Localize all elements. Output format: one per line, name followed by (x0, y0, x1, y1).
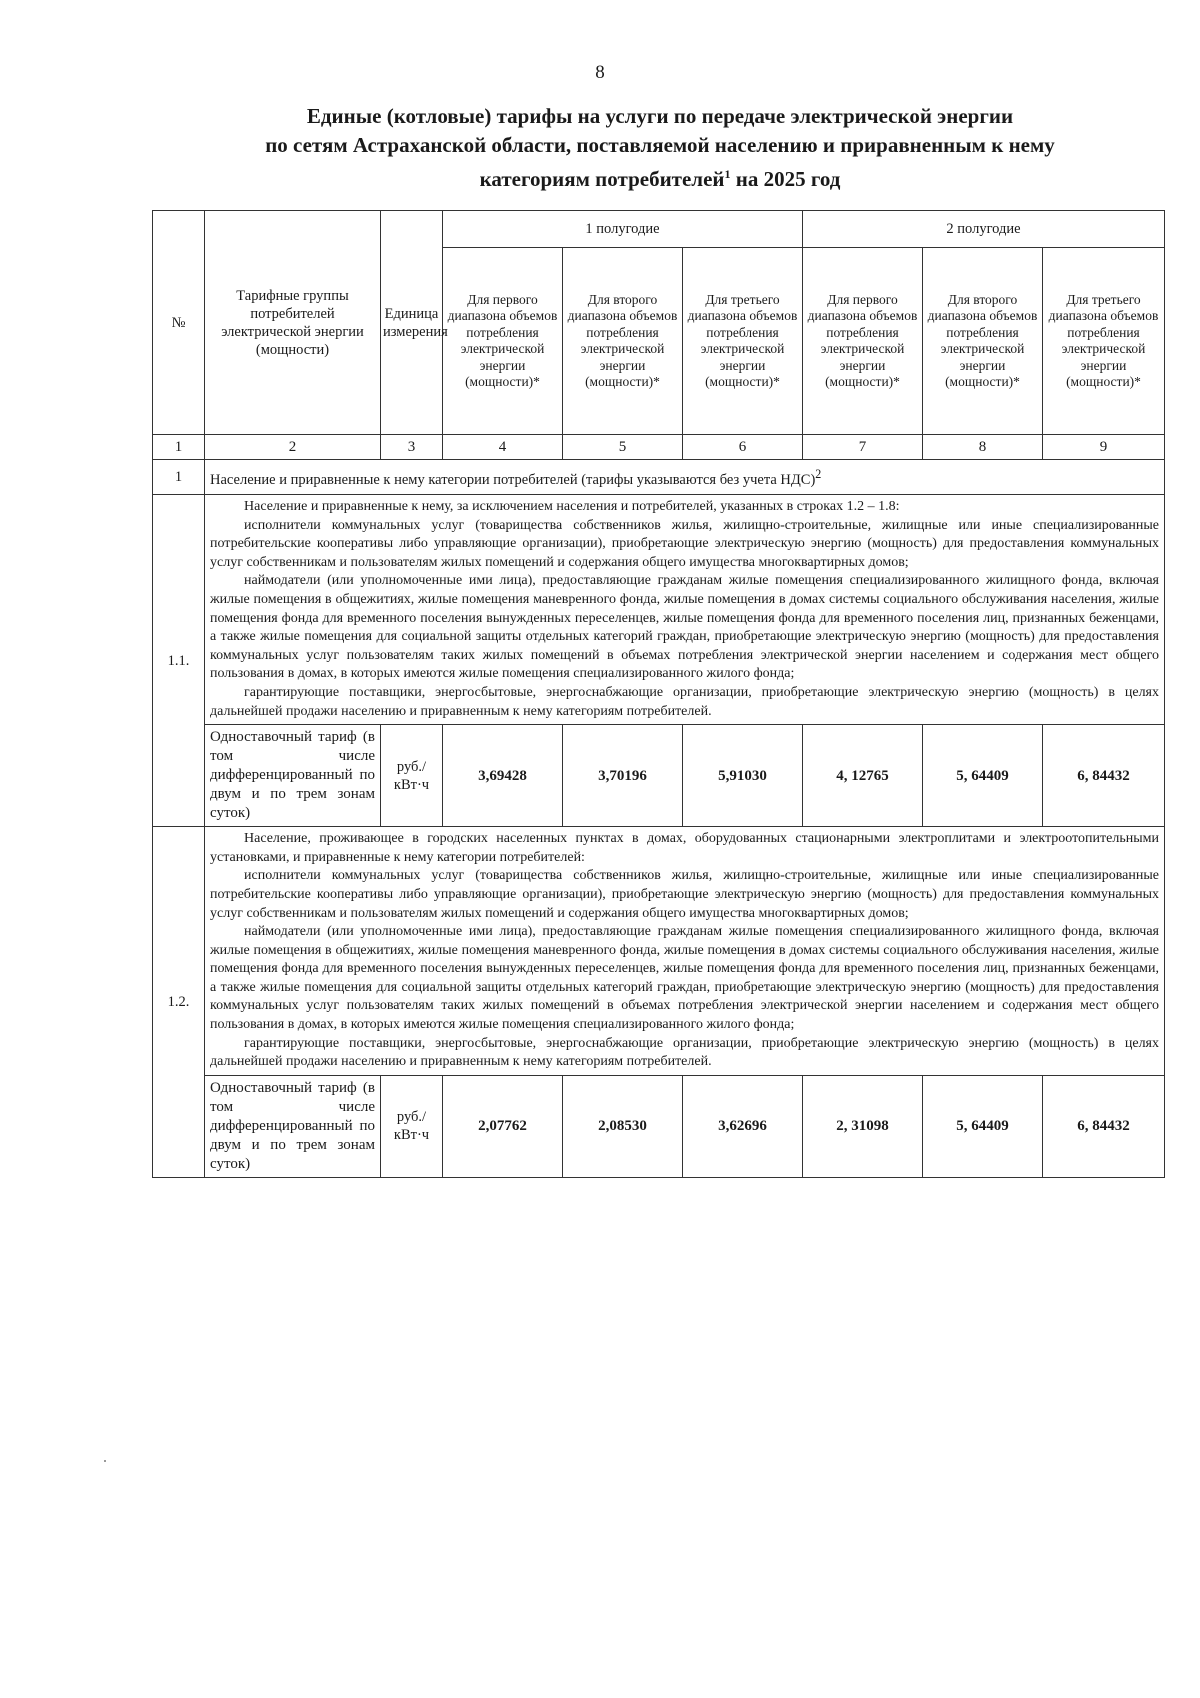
row-1-1-paragraph: наймодатели (или уполномоченные ими лица), предоставляющие гражданам жилые помещения специализированного жилищного фонда, включая жилые помещения в общежитиях, жилые помещения маневренного фонда, жилые помещения в домах системы социального обслуживания населения, жилые помещения фонда для временного поселения вынужденных переселенцев, жилые помещения фонда для временного поселения лиц, признанных беженцами, а также жилые помещения для социальной защиты отдельных категорий граждан, приобретающие электрическую энергию (мощность) для предоставления коммунальных услуг пользователям таких жилых помещений в объемах потребления электрической энергии населением и содержания мест общего пользования в домах, в которых имеются жилые помещения специализированного жилого фонда; (210, 573, 1159, 682)
row-1-2-paragraph: гарантирующие поставщики, энергосбытовые, энергоснабжающие организации, приобретающие электрическую энергию (мощность) в целях дальнейшей продажи населению и приравненным к нему категориям потребителей. (210, 1035, 1159, 1070)
title-line-1: Единые (котловые) тарифы на услуги по передаче электрической энергии (306, 104, 1014, 128)
row-1-2-value-h2-r1: 2, 31098 (803, 1075, 923, 1177)
row-1-2-tariff-name: Одноставочный тариф (в том числе дифференцированный по двум и по трем зонам суток) (205, 1075, 381, 1177)
footnote-ref-2: 2 (815, 467, 822, 482)
row-1-2-value-h2-r2: 5, 64409 (923, 1075, 1043, 1177)
header-h1-range-1: Для первого диапазона объемов потребления электрической энергии (мощности)* (443, 248, 563, 435)
row-1-1-paragraph: исполнители коммунальных услуг (товарищества собственников жилья, жилищно-строительные, жилищные или иные специализированные потребительские кооперативы либо управляющие организации), приобретающие электрическую энергию (мощность) для предоставления коммунальных услуг собственникам и пользователям жилых помещений и содержания общего имущества многоквартирных домов; (210, 517, 1159, 570)
section-1-title (205, 460, 1165, 495)
document-title (180, 102, 1140, 194)
title-line-2: по сетям Астраханской области, поставляемой населению и приравненным к нему (265, 133, 1055, 157)
col-number-7: 7 (803, 435, 923, 460)
header-h1-range-3: Для третьего диапазона объемов потребления электрической энергии (мощности)* (683, 248, 803, 435)
title-line-3-year: на 2025 год (730, 167, 841, 191)
header-row-halves (153, 211, 1165, 248)
row-1-1-paragraph: Население и приравненные к нему, за исключением населения и потребителей, указанных в строках 1.2 – 1.8: (244, 499, 900, 514)
row-1-1-tariff (153, 725, 1165, 827)
header-h2-range-3: Для третьего диапазона объемов потребления электрической энергии (мощности)* (1043, 248, 1165, 435)
col-number-9: 9 (1043, 435, 1165, 460)
row-1-1-description (153, 495, 1165, 725)
row-1-2-unit: руб./ кВт·ч (381, 1075, 443, 1177)
title-line-3 (180, 160, 1140, 194)
row-1-1-value-h2-r3: 6, 84432 (1043, 725, 1165, 827)
row-1-2-no: 1.2. (153, 827, 205, 1178)
row-1-1-unit: руб./ кВт·ч (381, 725, 443, 827)
row-1-1-no: 1.1. (153, 495, 205, 827)
header-half-1: 1 полугодие (443, 211, 803, 248)
row-1-1-value-h1-r2: 3,70196 (563, 725, 683, 827)
row-1-1-paragraph: гарантирующие поставщики, энергосбытовые, энергоснабжающие организации, приобретающие электрическую энергию (мощность) в целях дальнейшей продажи населению и приравненным к нему категориям потребителей. (210, 684, 1159, 719)
col-number-2: 2 (205, 435, 381, 460)
section-1-text: Население и приравненные к нему категории потребителей (тарифы указываются без учета НДС) (210, 471, 816, 488)
col-number-4: 4 (443, 435, 563, 460)
col-number-6: 6 (683, 435, 803, 460)
row-1-2-value-h1-r1: 2,07762 (443, 1075, 563, 1177)
row-1-1-tariff-name: Одноставочный тариф (в том числе дифференцированный по двум и по трем зонам суток) (205, 725, 381, 827)
header-h2-range-2: Для второго диапазона объемов потребления электрической энергии (мощности)* (923, 248, 1043, 435)
row-1-2-value-h1-r2: 2,08530 (563, 1075, 683, 1177)
page-number: 8 (595, 62, 605, 83)
header-no: № (153, 211, 205, 435)
row-1-2-description (153, 827, 1165, 1076)
row-1-1-text (205, 495, 1165, 725)
row-1-2-paragraph: наймодатели (или уполномоченные ими лица), предоставляющие гражданам жилые помещения специализированного жилищного фонда, включая жилые помещения в общежитиях, жилые помещения маневренного фонда, жилые помещения в домах системы социального обслуживания населения, жилые помещения фонда для временного поселения вынужденных переселенцев, жилые помещения фонда для временного поселения лиц, признанных беженцами, а также жилые помещения для социальной защиты отдельных категорий граждан, приобретающие электрическую энергию (мощность) для предоставления коммунальных услуг пользователям таких жилых помещений в объемах потребления электрической энергии населением и содержания мест общего пользования в домах, в которых имеются жилые помещения специализированного жилого фонда; (210, 924, 1159, 1033)
section-1-row (153, 460, 1165, 495)
header-unit: Единица измерения (381, 211, 443, 435)
col-number-1: 1 (153, 435, 205, 460)
header-half-2: 2 полугодие (803, 211, 1165, 248)
header-tariff-group: Тарифные группы потребителей электрической энергии (мощности) (205, 211, 381, 435)
row-1-2-value-h2-r3: 6, 84432 (1043, 1075, 1165, 1177)
scan-artifact (104, 1460, 106, 1462)
row-1-2-value-h1-r3: 3,62696 (683, 1075, 803, 1177)
tariff-table (152, 210, 1165, 1178)
header-h2-range-1: Для первого диапазона объемов потребления электрической энергии (мощности)* (803, 248, 923, 435)
row-1-2-paragraph: Население, проживающее в городских населенных пунктах в домах, оборудованных стационарными электроплитами и электроотопительными установками, и приравненные к нему категории потребителей: (210, 831, 1159, 865)
footnote-ref-1: 1 (724, 167, 731, 181)
row-1-2-tariff (153, 1075, 1165, 1177)
col-number-3: 3 (381, 435, 443, 460)
column-numbers-row (153, 435, 1165, 460)
row-1-1-value-h1-r3: 5,91030 (683, 725, 803, 827)
row-1-1-value-h2-r2: 5, 64409 (923, 725, 1043, 827)
row-1-1-value-h1-r1: 3,69428 (443, 725, 563, 827)
row-1-2-text (205, 827, 1165, 1076)
row-1-2-paragraph: исполнители коммунальных услуг (товарищества собственников жилья, жилищно-строительные, жилищные или иные специализированные потребительские кооперативы либо управляющие организации), приобретающие электрическую энергию (мощность) для предоставления коммунальных услуг собственникам и пользователям жилых помещений и содержания общего имущества многоквартирных домов; (210, 868, 1159, 921)
row-1-1-value-h2-r1: 4, 12765 (803, 725, 923, 827)
section-1-no: 1 (153, 460, 205, 495)
header-h1-range-2: Для второго диапазона объемов потребления электрической энергии (мощности)* (563, 248, 683, 435)
title-line-3-text: категориям потребителей (479, 167, 725, 191)
col-number-8: 8 (923, 435, 1043, 460)
col-number-5: 5 (563, 435, 683, 460)
